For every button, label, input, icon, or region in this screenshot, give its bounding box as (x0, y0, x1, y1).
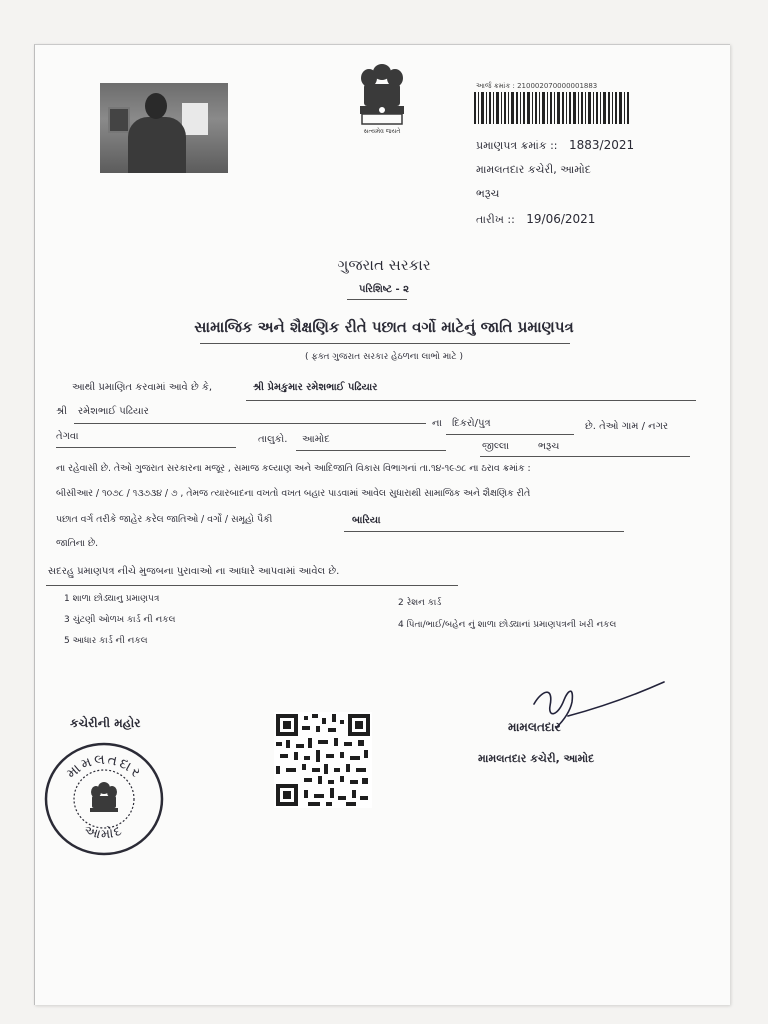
signatory-title: મામલતદાર (508, 720, 561, 734)
certificate-number-label: પ્રમાણપત્ર ક્રમાંક :: (476, 139, 558, 152)
annexure-label: પરિશિષ્ટ - ૨ (358, 284, 410, 295)
office-seal-label: કચેરીની મહોર (70, 716, 141, 730)
paragraph-line-3: પછાત વર્ગ તરીકે જાહેર કરેલ જાતિઓ / વર્ગો / સમૂહો પૈકી (56, 514, 273, 525)
proof-intro-underline (46, 585, 458, 586)
barcode (474, 92, 630, 124)
proof-item-5: 5 આધાર કાર્ડ ની નકલ (64, 636, 148, 646)
certificate-heading: સામાજિક અને શૈક્ષણિક રીતે પછાત વર્ગો માટેનું જાતિ પ્રમાણપત્ર (194, 318, 574, 336)
issue-date: 19/06/2021 (526, 212, 596, 226)
village: તેગવા (56, 431, 79, 442)
caste-name: બારિયા (352, 515, 381, 526)
na-label: ના (432, 418, 442, 429)
caste-underline (344, 531, 624, 532)
taluka-label: તાલુકો. (258, 434, 288, 445)
district-label: જીલ્લા (482, 441, 510, 452)
certificate-number-row (476, 138, 634, 153)
certificate-subheading: ( ફક્ત ગુજરાત સરકાર હેઠળના લાભો માટે ) (305, 352, 463, 362)
shri-label: શ્રી (56, 406, 68, 417)
heading-underline (200, 343, 570, 344)
seal-emblem-icon (90, 782, 118, 812)
district-line: ભરૂચ (476, 187, 500, 200)
holder-name: શ્રી પ્રેમકુમાર રમેશભાઈ પઢિયાર (253, 382, 378, 393)
father-name-underline (74, 423, 426, 424)
proof-item-3: 3 ચુંટણી ઓળખ કાર્ડ ની નકલ (64, 615, 176, 625)
date-row (476, 212, 595, 227)
proof-intro: સદરહુ પ્રમાણપત્ર નીચે મુજબના પુરાવાઓ ના આધારે આપવામાં આવેલ છે. (48, 566, 340, 577)
village-underline (56, 447, 236, 448)
proof-item-1: 1 શાળા છોડ્યાનુ પ્રમાણપત્ર (64, 594, 160, 604)
taluka-underline (296, 450, 446, 451)
national-emblem-icon (352, 62, 412, 134)
certificate-number: 1883/2021 (569, 138, 635, 152)
taluka: આમોદ (302, 434, 330, 445)
village-label: છે. તેઓ ગામ / નગર (585, 421, 669, 432)
certify-intro: આથી પ્રમાણિત કરવામાં આવે છે કે, (72, 382, 213, 393)
proof-item-2: 2 રેશન કાર્ડ (398, 598, 442, 608)
relation: દિકરો/પુત્ર (452, 418, 491, 429)
father-name: રમેશભાઈ પઢિયાર (78, 406, 149, 417)
annexure-underline (347, 299, 407, 300)
proof-item-4: 4 પિતા/ભાઈ/બહેન નું શાળા છોડ્યાનાં પ્રમાણપત્રની ખરી નકલ (398, 620, 617, 630)
signatory-office: મામલતદાર કચેરી, આમોદ (478, 752, 595, 765)
seal-bottom-text: આમોદ (82, 822, 126, 843)
holder-photo (100, 83, 228, 173)
qr-code (274, 712, 372, 808)
district-underline (480, 456, 690, 457)
office-line: મામલતદાર કચેરી, આમોદ (476, 163, 591, 176)
date-label: તારીખ :: (476, 213, 515, 226)
district: ભરૂચ (538, 441, 560, 452)
paragraph-line-2: બીસીઆર / ૧૦૭૮ / ૧૩૭૩૪ / ૭ , તેમજ ત્યારબાદના વખતો વખત બહાર પાડવામાં આવેલ સુધારાથી સામાજિક અને શૈક્ષણિક રીતે (56, 488, 531, 499)
relation-underline (446, 434, 574, 435)
barcode-caption: આર્જ ક્રમાંક : 210002070000001883 (476, 82, 598, 90)
holder-name-underline (246, 400, 696, 401)
paragraph-line-4: જાતિના છે. (56, 538, 99, 549)
emblem-caption: સત્યમેવ જયતે (363, 128, 401, 134)
svg-text:મામલતદાર (64, 752, 145, 782)
svg-text:આમોદ (82, 823, 126, 843)
government-title: ગુજરાત સરકાર (337, 256, 431, 274)
seal-top-text: મામલતદાર (63, 751, 145, 783)
office-seal (42, 740, 166, 858)
paragraph-line-1: ના રહેવાસી છે. તેઓ ગુજરાત સરકારના મજૂર , સમાજ કલ્યાણ અને આદિજાતિ વિકાસ વિભાગનાં તા.૧૪-૧૯૭૮ ના ઠરાવ ક્રમાંક : (56, 463, 531, 474)
